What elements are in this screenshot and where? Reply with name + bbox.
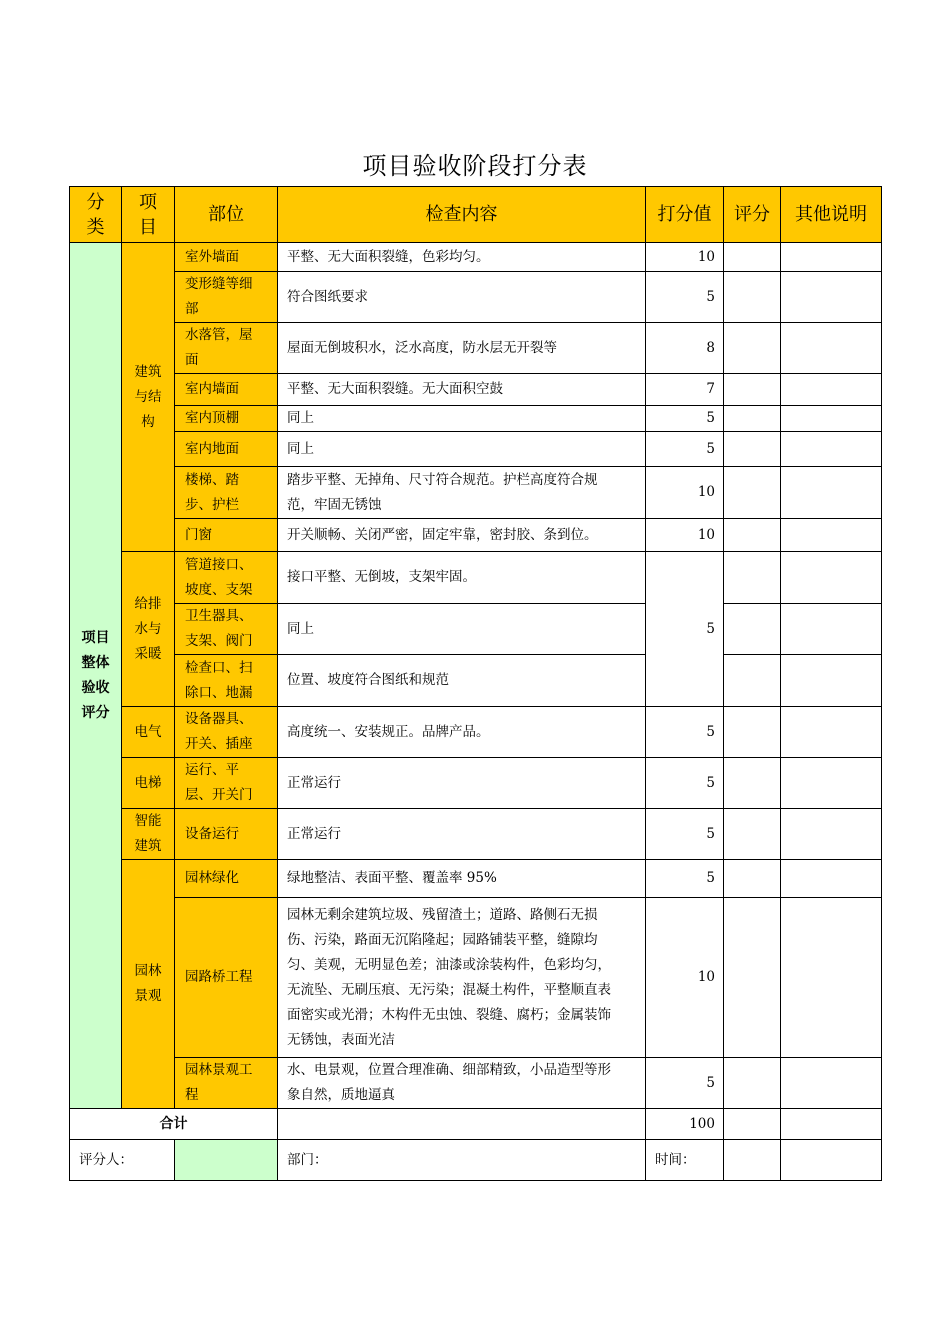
rater-label: 评分人： xyxy=(70,1140,175,1181)
category-cell: 项目 整体 验收 评分 xyxy=(70,243,122,1109)
total-rating-cell[interactable] xyxy=(724,1109,781,1140)
group-plumbing: 给排 水与 采暖 xyxy=(122,552,175,707)
part-cell: 门窗 xyxy=(175,519,278,552)
content-cell: 高度统一、安装规正。品牌产品。 xyxy=(278,707,646,758)
rating-cell[interactable] xyxy=(724,272,781,323)
part-cell: 检查口、扫 除口、地漏 xyxy=(175,655,278,707)
notes-cell[interactable] xyxy=(781,406,882,432)
table-row xyxy=(70,655,882,707)
group-electric: 电气 xyxy=(122,707,175,758)
rating-cell[interactable] xyxy=(724,707,781,758)
total-value: 100 xyxy=(646,1109,724,1140)
notes-cell[interactable] xyxy=(781,467,882,519)
content-cell: 水、电景观，位置合理准确、细部精致，小品造型等形 象自然，质地逼真 xyxy=(278,1058,646,1109)
score-cell: 5 xyxy=(646,860,724,898)
part-cell: 设备器具、 开关、插座 xyxy=(175,707,278,758)
notes-cell[interactable] xyxy=(781,519,882,552)
total-notes-cell[interactable] xyxy=(781,1109,882,1140)
rating-cell[interactable] xyxy=(724,898,781,1058)
score-cell: 7 xyxy=(646,374,724,406)
part-cell: 室内地面 xyxy=(175,432,278,467)
rating-cell[interactable] xyxy=(724,604,781,655)
notes-cell[interactable] xyxy=(781,1058,882,1109)
part-cell: 管道接口、 坡度、支架 xyxy=(175,552,278,604)
part-cell: 设备运行 xyxy=(175,809,278,860)
score-cell: 8 xyxy=(646,323,724,374)
rating-cell[interactable] xyxy=(724,758,781,809)
header-part: 部位 xyxy=(175,187,278,243)
score-cell: 5 xyxy=(646,809,724,860)
content-cell: 位置、坡度符合图纸和规范 xyxy=(278,655,646,707)
table-row xyxy=(70,552,882,604)
score-cell: 5 xyxy=(646,707,724,758)
score-cell: 5 xyxy=(646,406,724,432)
rating-cell[interactable] xyxy=(724,432,781,467)
header-row xyxy=(70,187,882,243)
notes-cell[interactable] xyxy=(781,898,882,1058)
score-cell: 10 xyxy=(646,243,724,272)
score-cell: 5 xyxy=(646,272,724,323)
content-cell: 开关顺畅、关闭严密，固定牢靠，密封胶、条到位。 xyxy=(278,519,646,552)
time-field[interactable] xyxy=(724,1140,781,1181)
part-cell: 卫生器具、 支架、阀门 xyxy=(175,604,278,655)
content-cell: 接口平整、无倒坡，支架牢固。 xyxy=(278,552,646,604)
part-cell: 运行、平 层、开关门 xyxy=(175,758,278,809)
notes-cell[interactable] xyxy=(781,707,882,758)
total-row xyxy=(70,1109,882,1140)
group-building: 建筑 与结 构 xyxy=(122,243,175,552)
notes-cell[interactable] xyxy=(781,243,882,272)
score-cell: 5 xyxy=(646,758,724,809)
table-row xyxy=(70,809,882,860)
content-cell: 踏步平整、无掉角、尺寸符合规范。护栏高度符合规 范，牢固无锈蚀 xyxy=(278,467,646,519)
content-cell: 同上 xyxy=(278,604,646,655)
content-cell: 正常运行 xyxy=(278,809,646,860)
part-cell: 变形缝等细 部 xyxy=(175,272,278,323)
notes-cell[interactable] xyxy=(781,758,882,809)
table-row xyxy=(70,707,882,758)
score-cell: 5 xyxy=(646,1058,724,1109)
part-cell: 水落管，屋 面 xyxy=(175,323,278,374)
time-label: 时间： xyxy=(646,1140,724,1181)
rating-cell[interactable] xyxy=(724,809,781,860)
content-cell: 平整、无大面积裂缝，色彩均匀。 xyxy=(278,243,646,272)
content-cell: 园林无剩余建筑垃圾、残留渣土；道路、路侧石无损 伤、污染，路面无沉陷隆起；园路铺装平整，缝隙均 匀、美观，无明显色差；油漆或涂装构件，色彩均匀， 无流坠、无刷压痕、无污染；混凝土构件，平整顺直表 面密实或光滑；木构件无虫蚀、裂缝、腐朽；金属装饰 无锈蚀，表面光洁 xyxy=(278,898,646,1058)
rating-cell[interactable] xyxy=(724,860,781,898)
content-cell: 符合图纸要求 xyxy=(278,272,646,323)
notes-cell[interactable] xyxy=(781,655,882,707)
header-rating: 评分 xyxy=(724,187,781,243)
score-table xyxy=(69,186,882,1181)
rating-cell[interactable] xyxy=(724,519,781,552)
rating-cell[interactable] xyxy=(724,374,781,406)
table-row xyxy=(70,243,882,272)
dept-label: 部门： xyxy=(278,1140,646,1181)
footer-row xyxy=(70,1140,882,1181)
content-cell: 同上 xyxy=(278,406,646,432)
part-cell: 室内顶棚 xyxy=(175,406,278,432)
part-cell: 园林景观工 程 xyxy=(175,1058,278,1109)
score-cell: 10 xyxy=(646,467,724,519)
group-landscape: 园林 景观 xyxy=(122,860,175,1109)
page-title: 项目验收阶段打分表 xyxy=(362,152,588,180)
header-score: 打分值 xyxy=(646,187,724,243)
notes-cell[interactable] xyxy=(781,552,882,604)
part-cell: 室外墙面 xyxy=(175,243,278,272)
rating-cell[interactable] xyxy=(724,1058,781,1109)
table-row xyxy=(70,860,882,898)
notes-cell[interactable] xyxy=(781,860,882,898)
header-content: 检查内容 xyxy=(278,187,646,243)
content-cell: 平整、无大面积裂缝。无大面积空鼓 xyxy=(278,374,646,406)
table-row xyxy=(70,1058,882,1109)
group-elevator: 电梯 xyxy=(122,758,175,809)
rating-cell[interactable] xyxy=(724,655,781,707)
footer-extra-field[interactable] xyxy=(781,1140,882,1181)
score-cell: 10 xyxy=(646,519,724,552)
rating-cell[interactable] xyxy=(724,406,781,432)
rating-cell[interactable] xyxy=(724,552,781,604)
table-row xyxy=(70,374,882,406)
content-cell: 绿地整洁、表面平整、覆盖率 95% xyxy=(278,860,646,898)
total-label: 合计 xyxy=(70,1109,278,1140)
header-notes: 其他说明 xyxy=(781,187,882,243)
table-row xyxy=(70,519,882,552)
table-row xyxy=(70,272,882,323)
part-cell: 楼梯、踏 步、护栏 xyxy=(175,467,278,519)
rating-cell[interactable] xyxy=(724,467,781,519)
table-row xyxy=(70,432,882,467)
rater-field[interactable] xyxy=(175,1140,278,1181)
notes-cell[interactable] xyxy=(781,272,882,323)
header-item: 项 目 xyxy=(122,187,175,243)
table-row xyxy=(70,323,882,374)
content-cell: 屋面无倒坡积水，泛水高度，防水层无开裂等 xyxy=(278,323,646,374)
table-row xyxy=(70,898,882,1058)
rating-cell[interactable] xyxy=(724,243,781,272)
notes-cell[interactable] xyxy=(781,323,882,374)
part-cell: 室内墙面 xyxy=(175,374,278,406)
notes-cell[interactable] xyxy=(781,604,882,655)
table-row xyxy=(70,406,882,432)
table-row xyxy=(70,467,882,519)
score-cell: 10 xyxy=(646,898,724,1058)
notes-cell[interactable] xyxy=(781,374,882,406)
notes-cell[interactable] xyxy=(781,432,882,467)
table-row xyxy=(70,604,882,655)
part-cell: 园林绿化 xyxy=(175,860,278,898)
rating-cell[interactable] xyxy=(724,323,781,374)
part-cell: 园路桥工程 xyxy=(175,898,278,1058)
score-cell: 5 xyxy=(646,432,724,467)
notes-cell[interactable] xyxy=(781,809,882,860)
header-category: 分 类 xyxy=(70,187,122,243)
table-row xyxy=(70,758,882,809)
content-cell: 同上 xyxy=(278,432,646,467)
group-smart: 智能 建筑 xyxy=(122,809,175,860)
total-content-cell xyxy=(278,1109,646,1140)
score-cell: 5 xyxy=(646,552,724,707)
content-cell: 正常运行 xyxy=(278,758,646,809)
